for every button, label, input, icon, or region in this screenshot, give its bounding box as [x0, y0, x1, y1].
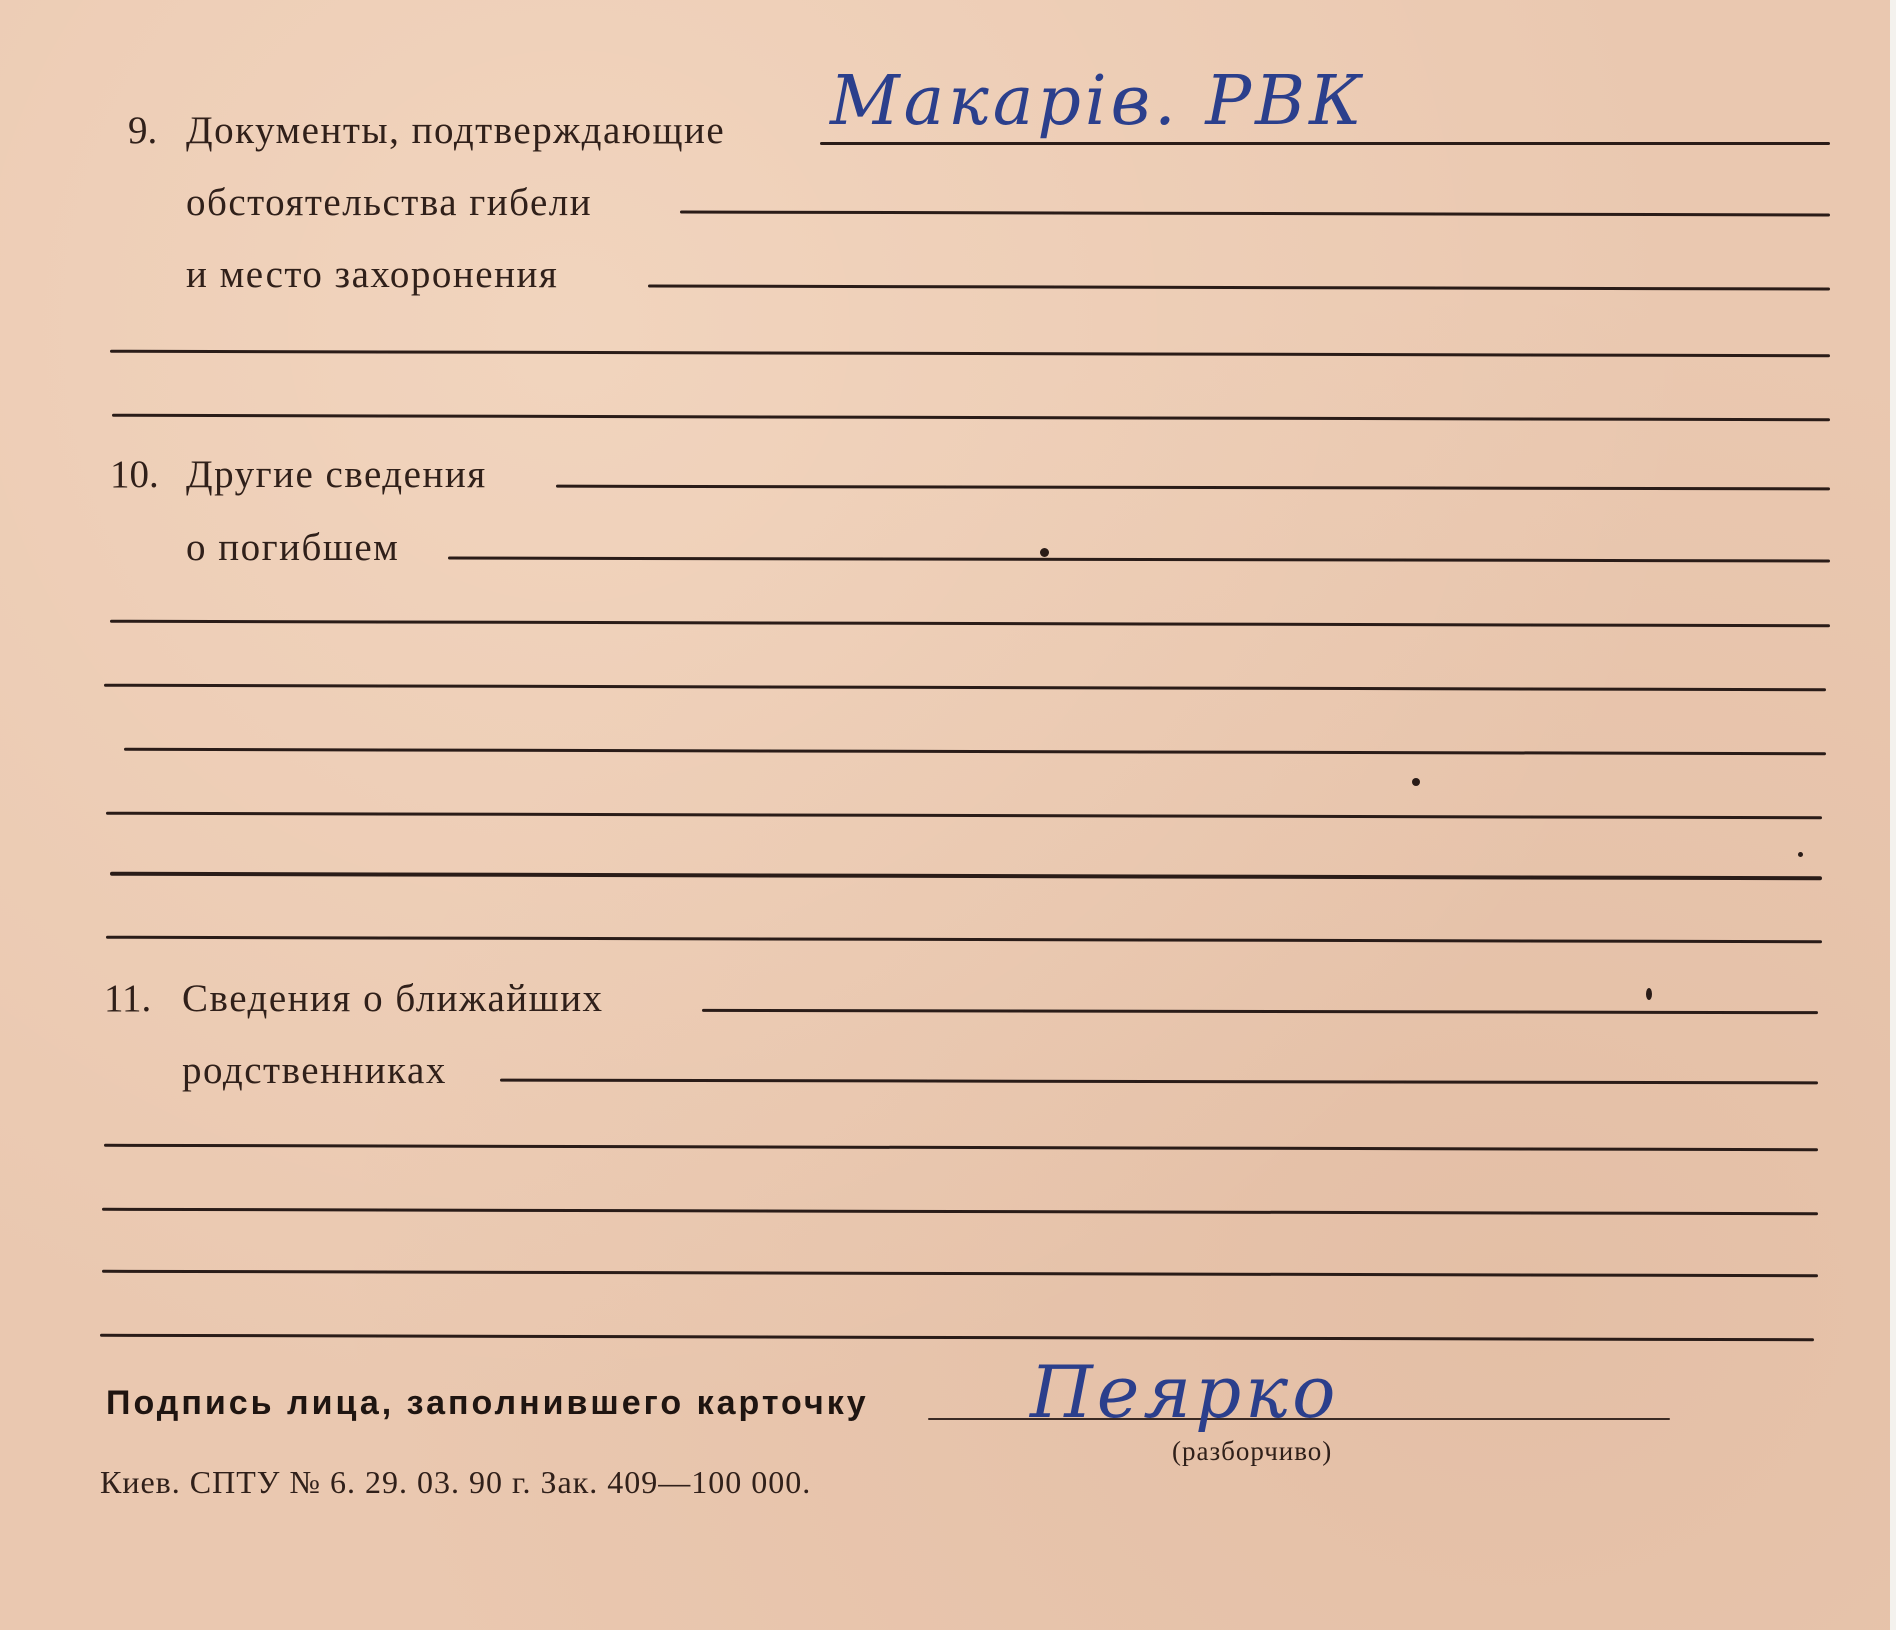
answer-line	[448, 557, 1830, 563]
section-10-number: 10.	[110, 453, 159, 496]
answer-line	[112, 414, 1830, 421]
answer-line	[110, 620, 1830, 628]
section-9-label-line3: и место захоронения	[186, 253, 559, 296]
section-10-label-line1: Другие сведения	[186, 453, 487, 496]
answer-line	[110, 350, 1830, 358]
answer-line	[104, 684, 1826, 692]
answer-line	[500, 1079, 1818, 1085]
section-11-label-line2: родственниках	[182, 1049, 447, 1092]
ink-speck	[1412, 778, 1420, 786]
section-9-label-line2: обстоятельства гибели	[186, 181, 593, 224]
printer-imprint: Киев. СПТУ № 6. 29. 03. 90 г. Зак. 409—100 000.	[100, 1464, 812, 1500]
ink-speck	[1798, 852, 1803, 857]
signature-handwritten: Пеярко	[1030, 1350, 1340, 1434]
signature-label: Подпись лица, заполнившего карточку	[106, 1384, 869, 1422]
answer-line	[124, 748, 1826, 755]
ink-speck	[1040, 548, 1049, 557]
section-11-label-line1: Сведения о ближайших	[182, 977, 604, 1020]
section-11-number: 11.	[104, 977, 152, 1020]
answer-line	[702, 1009, 1818, 1014]
answer-line	[106, 936, 1822, 943]
answer-line	[820, 142, 1830, 145]
section-10-label-line2: о погибшем	[186, 526, 400, 569]
answer-line	[680, 210, 1830, 216]
answer-line	[102, 1270, 1818, 1277]
section-9-number: 9.	[128, 109, 158, 152]
answer-line	[102, 1208, 1818, 1215]
answer-line	[110, 872, 1822, 880]
answer-line	[106, 812, 1822, 819]
section-9-handwritten-answer: Макарів. РВК	[830, 62, 1366, 141]
answer-line	[100, 1334, 1814, 1341]
answer-line	[648, 284, 1830, 290]
section-9-label-line1: Документы, подтверждающие	[186, 109, 726, 152]
paper-edge	[1890, 0, 1896, 1630]
answer-line	[104, 1144, 1818, 1151]
signature-hint: (разборчиво)	[1172, 1436, 1333, 1466]
answer-line	[556, 485, 1830, 491]
ink-speck	[1646, 988, 1652, 1000]
